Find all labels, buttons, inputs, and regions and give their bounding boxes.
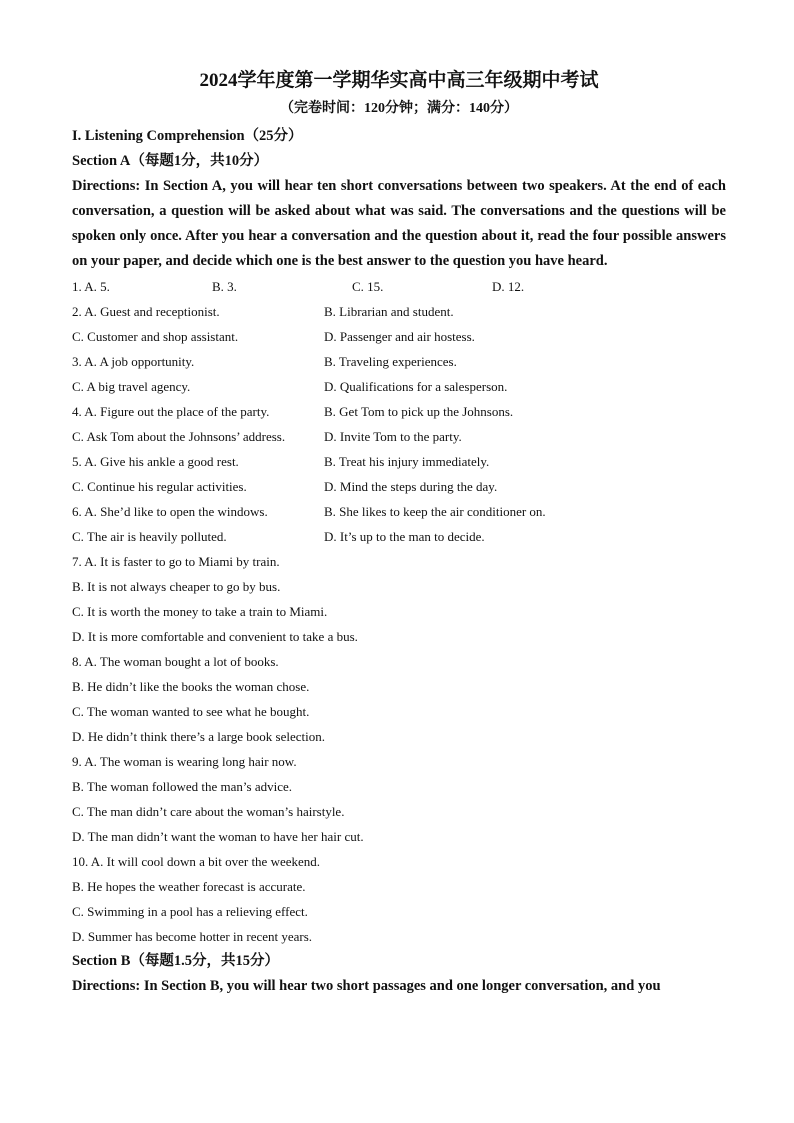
option-a: 4. A. Figure out the place of the party. xyxy=(72,404,270,419)
question-2-row-2 xyxy=(72,324,726,349)
question-5-row-2 xyxy=(72,474,726,499)
option-a: 6. A. She’d like to open the windows. xyxy=(72,504,268,519)
question-1 xyxy=(72,274,726,299)
option-c: C. The man didn’t care about the woman’s hairstyle. xyxy=(72,804,345,819)
option-a: 1. A. 5. xyxy=(72,279,110,294)
question-6-row-1 xyxy=(72,499,726,524)
option-d: D. Mind the steps during the day. xyxy=(324,479,498,494)
option-b: B. Traveling experiences. xyxy=(324,354,457,369)
option-d: D. It is more comfortable and convenient to take a bus. xyxy=(72,629,358,644)
option-c: C. It is worth the money to take a train to Miami. xyxy=(72,604,328,619)
option-a: 2. A. Guest and receptionist. xyxy=(72,304,220,319)
option-d: D. Passenger and air hostess. xyxy=(324,329,475,344)
option-b: B. Treat his injury immediately. xyxy=(324,454,490,469)
option-d: D. The man didn’t want the woman to have her hair cut. xyxy=(72,829,364,844)
option-d: D. Invite Tom to the party. xyxy=(324,429,462,444)
option-c: C. Swimming in a pool has a relieving effect. xyxy=(72,904,308,919)
question-10 xyxy=(72,849,726,949)
option-c: C. A big travel agency. xyxy=(72,379,191,394)
part-heading: I. Listening Comprehension（25分） xyxy=(72,128,303,144)
question-5-row-1 xyxy=(72,449,726,474)
section-a-heading: Section A（每题1分，共10分） xyxy=(72,153,269,169)
question-8 xyxy=(72,649,726,749)
option-b: B. He didn’t like the books the woman chose. xyxy=(72,679,310,694)
exam-page xyxy=(72,66,726,999)
question-2-row-1 xyxy=(72,299,726,324)
question-7 xyxy=(72,549,726,649)
option-d: D. Summer has become hotter in recent years. xyxy=(72,929,313,944)
question-4-row-1 xyxy=(72,399,726,424)
question-3-row-2 xyxy=(72,374,726,399)
option-b: B. The woman followed the man’s advice. xyxy=(72,779,292,794)
question-4-row-2 xyxy=(72,424,726,449)
section-a-directions: Directions: In Section A, you will hear ten short conversations between two speakers. At the end of each conversation, a question will be asked about what was said. The conversations and the questions will be spoken only once. After you hear a conversation and the question about it, read the four possible answers on your paper, and decide which one is the best answer to the question you have heard. xyxy=(72,178,726,269)
question-6-row-2 xyxy=(72,524,726,549)
option-b: B. Get Tom to pick up the Johnsons. xyxy=(324,404,514,419)
option-b: B. He hopes the weather forecast is accurate. xyxy=(72,879,306,894)
option-b: B. She likes to keep the air conditioner on. xyxy=(324,504,546,519)
option-a: 10. A. It will cool down a bit over the weekend. xyxy=(72,854,321,869)
option-c: C. The woman wanted to see what he bought. xyxy=(72,704,310,719)
option-b: B. It is not always cheaper to go by bus. xyxy=(72,579,281,594)
question-3-row-1 xyxy=(72,349,726,374)
option-a: 3. A. A job opportunity. xyxy=(72,354,195,369)
option-c: C. The air is heavily polluted. xyxy=(72,529,227,544)
option-a: 7. A. It is faster to go to Miami by train. xyxy=(72,554,280,569)
option-d: D. It’s up to the man to decide. xyxy=(324,529,485,544)
page-title: 2024学年度第一学期华实高中高三年级期中考试 xyxy=(199,70,599,91)
option-a: 5. A. Give his ankle a good rest. xyxy=(72,454,239,469)
section-b-heading: Section B（每题1.5分，共15分） xyxy=(72,953,280,969)
option-a: 9. A. The woman is wearing long hair now. xyxy=(72,754,297,769)
exam-info: （完卷时间：120分钟；满分：140分） xyxy=(280,101,518,116)
option-a: 8. A. The woman bought a lot of books. xyxy=(72,654,279,669)
option-b: B. 3. xyxy=(212,279,237,294)
option-b: B. Librarian and student. xyxy=(324,304,454,319)
question-9 xyxy=(72,749,726,849)
option-d: D. 12. xyxy=(492,279,525,294)
option-c: C. 15. xyxy=(352,279,384,294)
option-d: D. Qualifications for a salesperson. xyxy=(324,379,508,394)
option-c: C. Ask Tom about the Johnsons’ address. xyxy=(72,429,286,444)
option-d: D. He didn’t think there’s a large book selection. xyxy=(72,729,325,744)
option-c: C. Continue his regular activities. xyxy=(72,479,247,494)
option-c: C. Customer and shop assistant. xyxy=(72,329,239,344)
section-b-directions: Directions: In Section B, you will hear two short passages and one longer conversation, and you xyxy=(72,978,661,994)
